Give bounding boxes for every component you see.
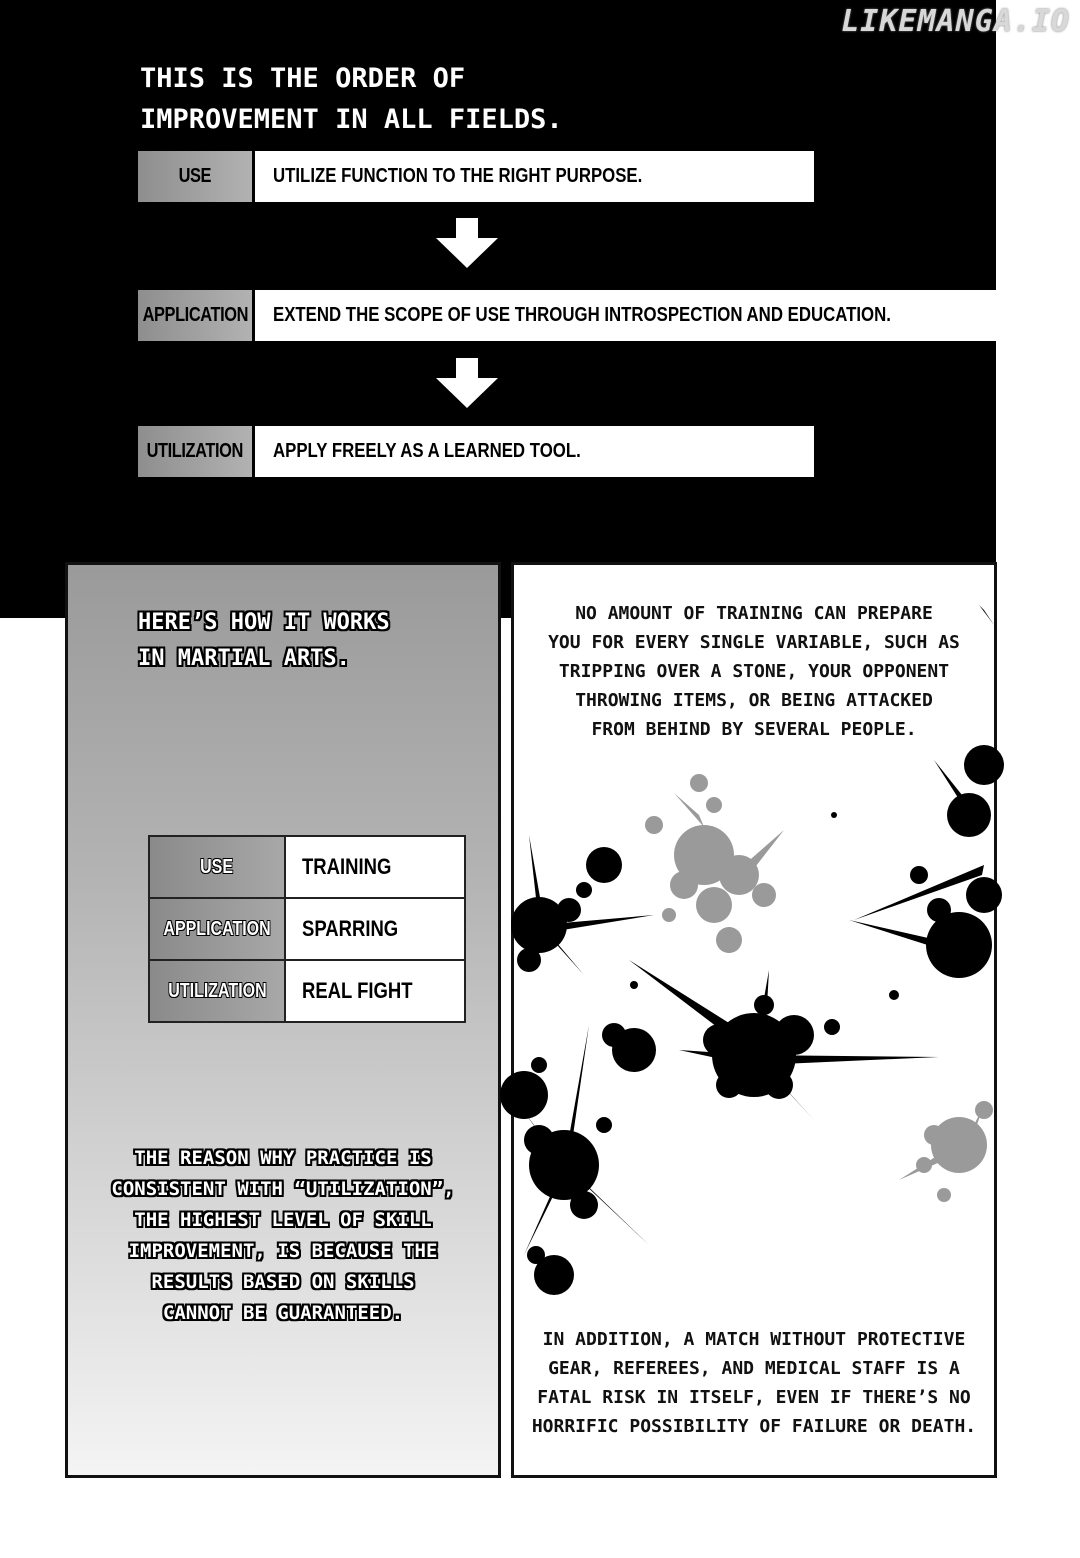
watermark: LIKEMANGA.IO — [841, 4, 1070, 39]
bottom-line: FATAL RISK IN ITSELF, EVEN IF THERE’S NO — [537, 1387, 971, 1408]
bottom-line: HORRIFIC POSSIBILITY OF FAILURE OR DEATH. — [531, 1416, 977, 1437]
step-tag: USE — [138, 151, 252, 202]
table-value: REAL FIGHT — [285, 960, 465, 1022]
step-application — [138, 290, 891, 341]
intro-line-1: HERE’S HOW IT WORKS — [138, 610, 390, 635]
table-row — [149, 836, 465, 898]
reason-line: IMPROVEMENT, IS BECAUSE THE — [128, 1240, 438, 1262]
right-panel — [511, 562, 997, 1478]
down-arrow-icon — [434, 358, 500, 410]
bottom-line: IN ADDITION, A MATCH WITHOUT PROTECTIVE — [542, 1329, 966, 1350]
top-line: THROWING ITEMS, OR BEING ATTACKED — [575, 690, 933, 711]
table-value: SPARRING — [285, 898, 465, 960]
top-line: TRIPPING OVER A STONE, YOUR OPPONENT — [558, 661, 950, 682]
down-arrow-icon — [434, 218, 500, 270]
martial-arts-intro — [138, 605, 390, 677]
table-row — [149, 960, 465, 1022]
reason-line: RESULTS BASED ON SKILLS — [151, 1271, 415, 1293]
top-line: YOU FOR EVERY SINGLE VARIABLE, SUCH AS — [548, 632, 960, 653]
step-desc: UTILIZE FUNCTION TO THE RIGHT PURPOSE. — [255, 151, 814, 202]
top-line: NO AMOUNT OF TRAINING CAN PREPARE — [575, 603, 933, 624]
right-bottom-text — [514, 1325, 994, 1441]
right-top-text — [514, 599, 994, 744]
reason-line: CONSISTENT WITH “UTILIZATION”, — [111, 1178, 455, 1200]
step-desc: APPLY FREELY AS A LEARNED TOOL. — [255, 426, 814, 477]
step-tag: UTILIZATION — [138, 426, 252, 477]
table-row — [149, 898, 465, 960]
reason-line: THE HIGHEST LEVEL OF SKILL — [134, 1209, 432, 1231]
martial-arts-table — [148, 835, 466, 1023]
reason-text — [68, 1143, 498, 1329]
left-panel — [65, 562, 501, 1478]
intro-line-2: IN MARTIAL ARTS. — [138, 646, 350, 671]
step-tag: APPLICATION — [138, 290, 252, 341]
table-key: APPLICATION — [149, 898, 285, 960]
reason-line: CANNOT BE GUARANTEED. — [162, 1302, 404, 1324]
table-value: TRAINING — [285, 836, 465, 898]
reason-line: THE REASON WHY PRACTICE IS — [134, 1147, 432, 1169]
table-key: UTILIZATION — [149, 960, 285, 1022]
step-utilization — [138, 426, 814, 477]
bottom-line: GEAR, REFEREES, AND MEDICAL STAFF IS A — [548, 1358, 960, 1379]
top-line: FROM BEHIND BY SEVERAL PEOPLE. — [591, 719, 917, 740]
page-heading — [140, 58, 563, 140]
table-key: USE — [149, 836, 285, 898]
heading-line-2: IMPROVEMENT IN ALL FIELDS. — [140, 104, 563, 135]
step-use — [138, 151, 814, 202]
heading-line-1: THIS IS THE ORDER OF — [140, 63, 466, 94]
step-desc: EXTEND THE SCOPE OF USE THROUGH INTROSPECTION AND EDUCATION. — [255, 290, 1009, 341]
